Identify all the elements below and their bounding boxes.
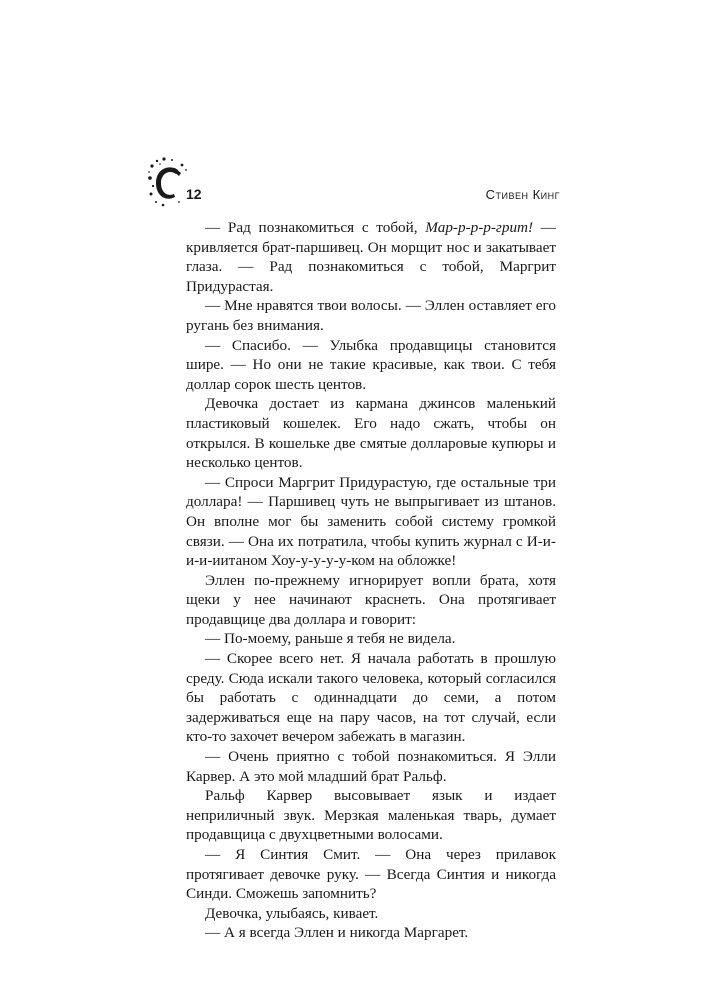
ink-splatter-c-logo-icon (148, 156, 190, 208)
paragraph: — Скорее всего нет. Я начала работать в прошлую среду. Сюда искали такого человека, который согласился бы работать с одиннадцати до семи, а потом задерживаться еще на пару часов, на тот случай, если кто-то захочет вечером забежать в магазин. (186, 650, 556, 746)
paragraph: Эллен по-прежнему игнорирует вопли брата, хотя щеки у нее начинают краснеть. Она протягивает продавщице два доллара и говорит: (186, 571, 556, 628)
paragraph: — Очень приятно с тобой познакомиться. Я Элли Карвер. А это мой младший брат Ральф. (186, 748, 556, 785)
page-number: 12 (186, 186, 202, 202)
paragraph: — А я всегда Эллен и никогда Маргарет. (205, 924, 469, 942)
emphasized-text: Мар-р-р-р-грит! (425, 219, 534, 236)
paragraph: Девочка, улыбаясь, кивает. (205, 904, 379, 922)
body-text (186, 218, 556, 943)
paragraph (186, 218, 556, 296)
paragraph: Ральф Карвер высовывает язык и издает неприличный звук. Мерзкая маленькая тварь, думает продавщица с двухцветными волосами. (186, 787, 556, 844)
page-header (148, 156, 560, 208)
paragraph: — По-моему, раньше я тебя не видела. (205, 630, 456, 648)
paragraph: Девочка достает из кармана джинсов маленький пластиковый кошелек. Его надо сжать, чтобы он открылся. В кошельке две смятые долларовые купюры и несколько центов. (186, 395, 556, 472)
paragraph: — Спроси Маргрит Придурастую, где остальные три доллара! — Паршивец чуть не выпрыгивает из штанов. Он вполне мог бы заменить собой систему громкой связи. — Она их потратила, чтобы купить журнал с И-и-и-и-иитаном Хоу-у-у-у-у-ком на обложке! (186, 473, 556, 570)
paragraph: — Я Синтия Смит. — Она через прилавок протягивает девочке руку. — Всегда Синтия и никогда Синди. Сможешь запомнить? (186, 846, 556, 903)
paragraph-text: — кривляется брат-паршивец. Он морщит нос и закатывает глаза. — Рад познакомиться с тобой, Маргрит Придурастая. (186, 219, 556, 295)
running-head: Стивен Кинг (485, 187, 560, 202)
paragraph-text: — Рад познакомиться с тобой, (205, 219, 426, 236)
paragraph: — Спасибо. — Улыбка продавщицы становится шире. — Но они не такие красивые, как твои. С тебя доллар сорок шесть центов. (186, 336, 556, 393)
paragraph: — Мне нравятся твои волосы. — Эллен оставляет его ругань без внимания. (186, 297, 556, 334)
